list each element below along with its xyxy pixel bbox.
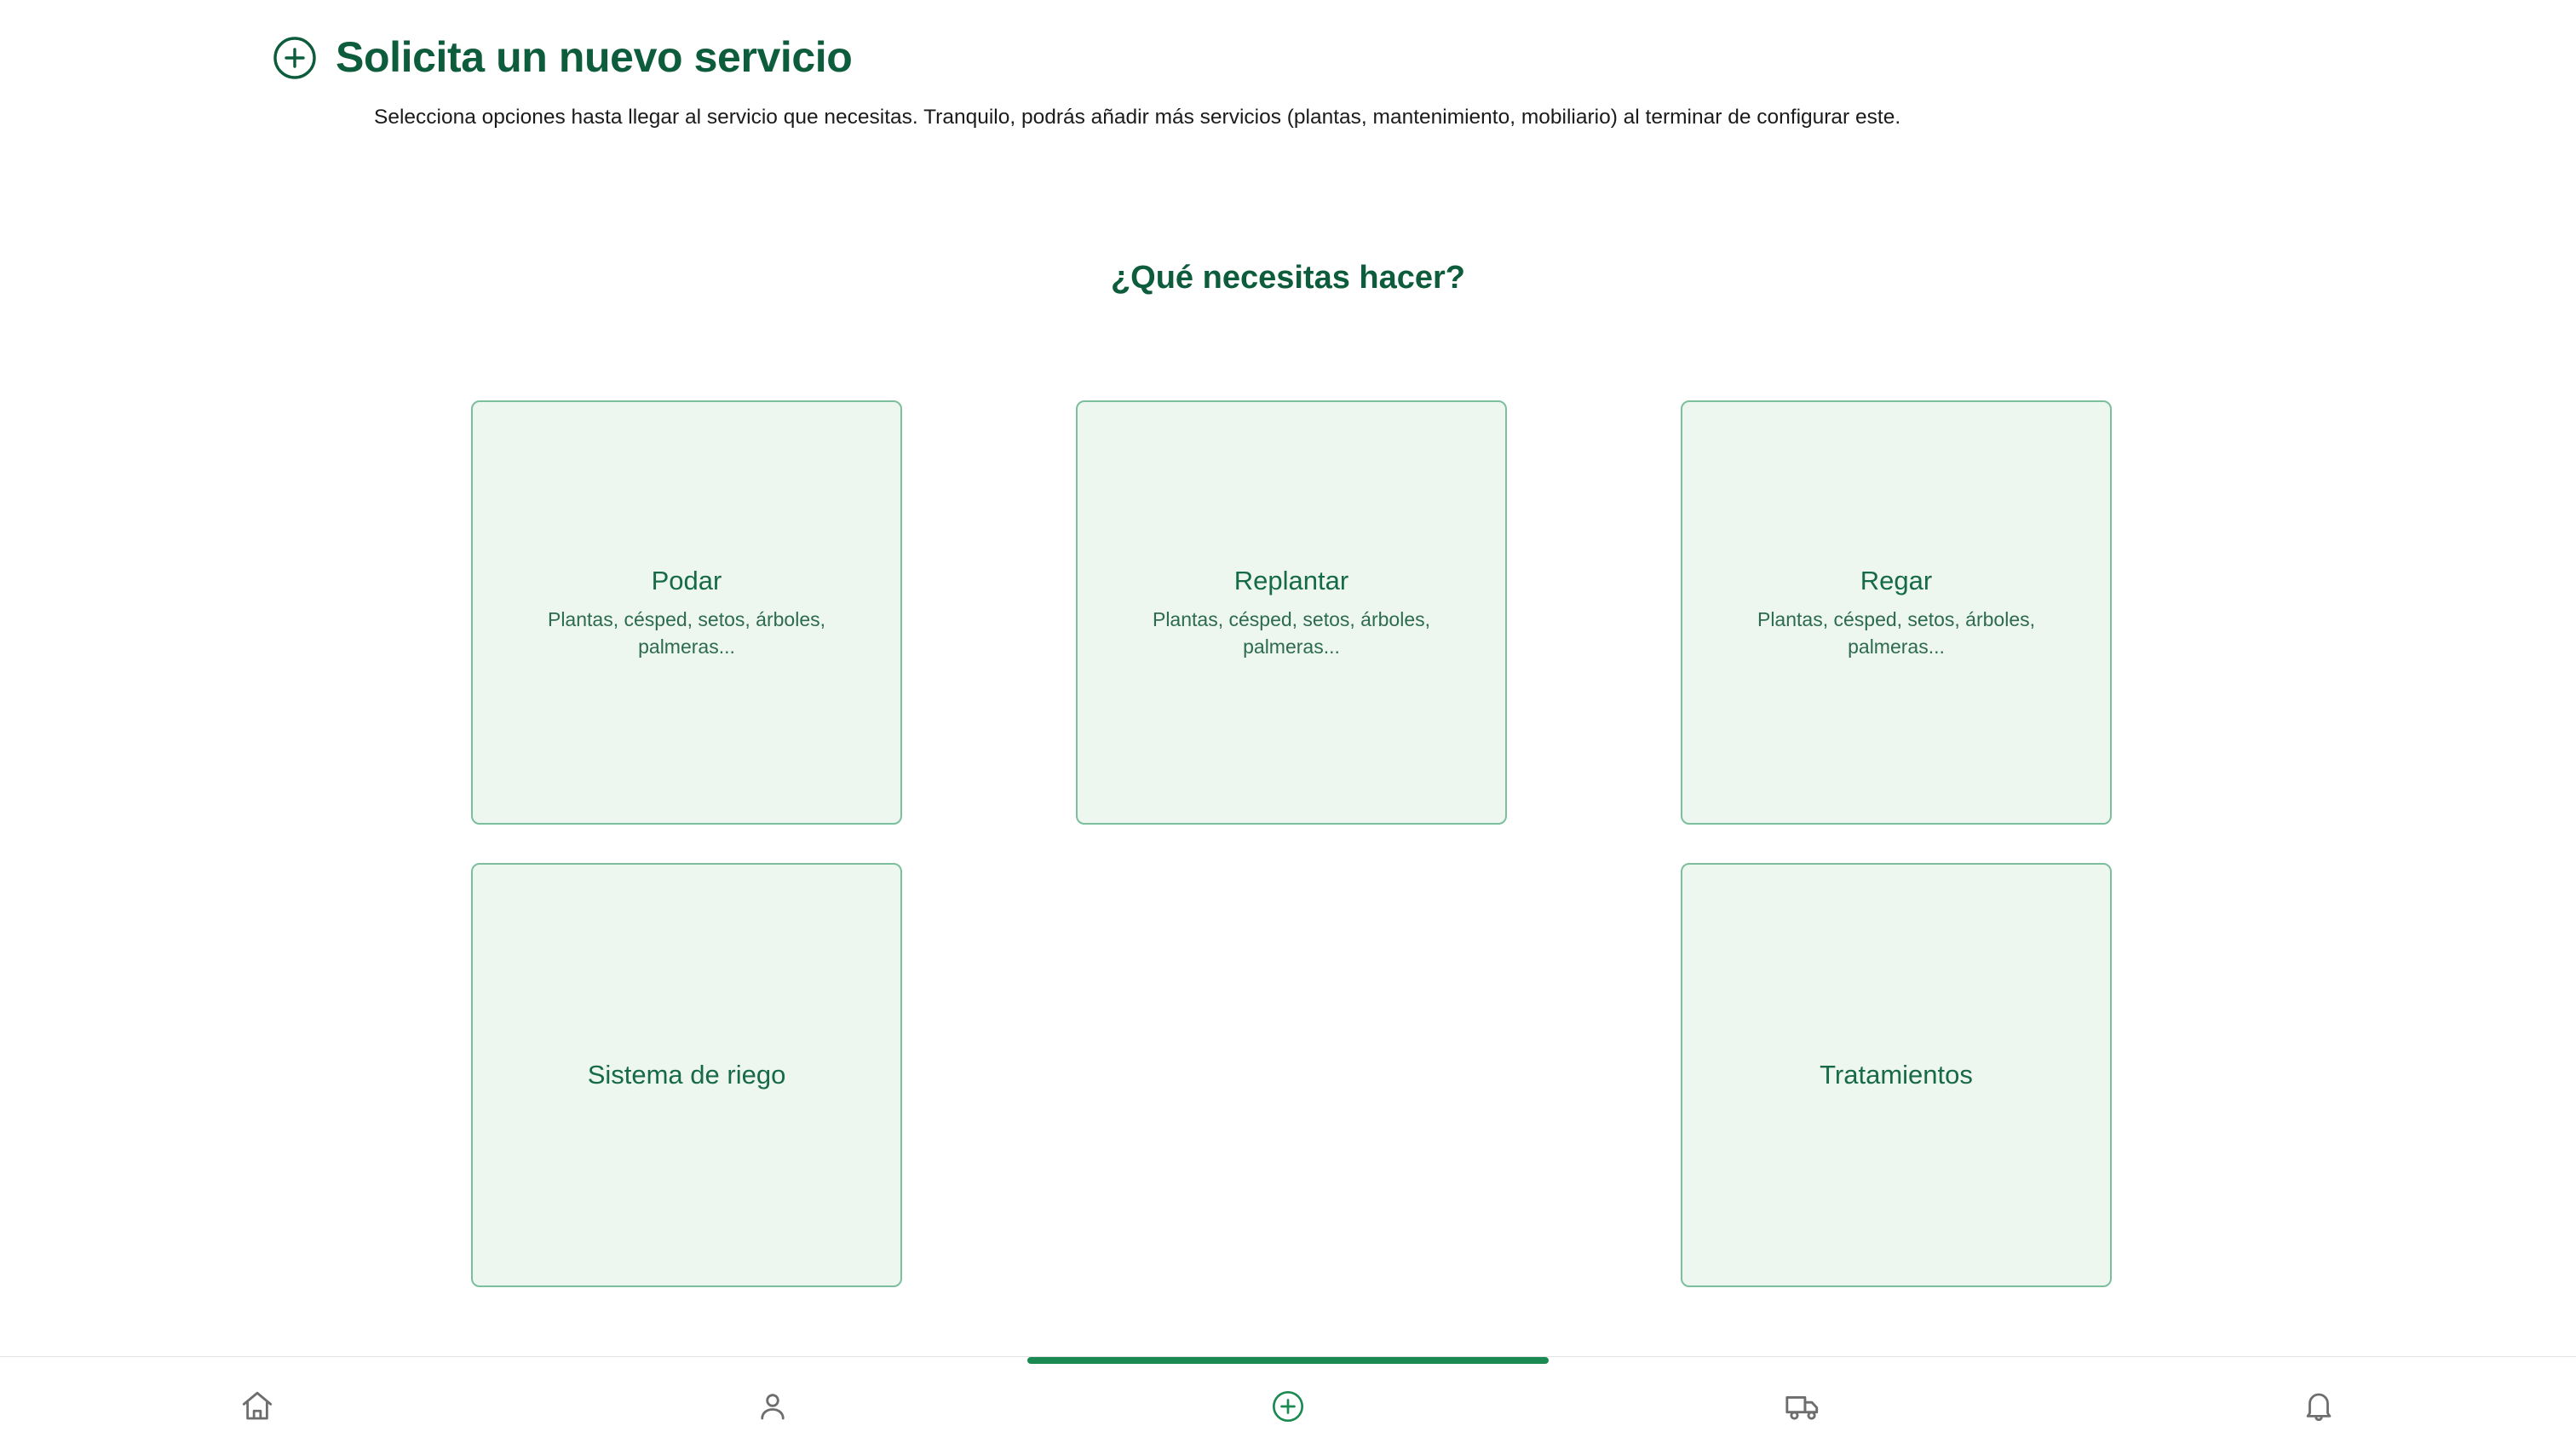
service-card-sistema-de-riego[interactable] bbox=[471, 863, 902, 1287]
card-description: Plantas, césped, setos, árboles, palmeras... bbox=[1757, 607, 2036, 658]
bottom-navigation-bar bbox=[0, 1356, 2576, 1455]
plus-circle-icon bbox=[273, 36, 317, 80]
card-title: Tratamientos bbox=[1820, 1060, 1973, 1090]
nav-item-profile[interactable] bbox=[713, 1357, 832, 1455]
home-icon bbox=[239, 1389, 275, 1424]
header bbox=[273, 34, 2317, 133]
user-icon bbox=[755, 1389, 791, 1424]
nav-item-notifications[interactable] bbox=[2259, 1357, 2378, 1455]
card-title: Replantar bbox=[1233, 565, 1349, 595]
card-description: Plantas, césped, setos, árboles, palmeras... bbox=[1152, 607, 1431, 658]
plus-circle-icon bbox=[1271, 1389, 1305, 1423]
page-title: Solicita un nuevo servicio bbox=[336, 33, 853, 81]
nav-item-deliveries[interactable] bbox=[1744, 1357, 1863, 1455]
service-card-replantar[interactable] bbox=[1076, 400, 1507, 825]
nav-item-home[interactable] bbox=[198, 1357, 317, 1455]
truck-icon bbox=[1784, 1387, 1823, 1426]
card-title: Podar bbox=[651, 565, 722, 595]
grid-empty-slot bbox=[1076, 863, 1507, 1287]
service-card-podar[interactable] bbox=[471, 400, 902, 825]
active-tab-indicator bbox=[1027, 1357, 1549, 1364]
service-card-regar[interactable] bbox=[1681, 400, 2112, 825]
card-title: Regar bbox=[1860, 565, 1933, 595]
card-title: Sistema de riego bbox=[587, 1060, 786, 1090]
service-options-grid bbox=[471, 400, 2107, 1287]
card-description: Plantas, césped, setos, árboles, palmeras... bbox=[547, 607, 826, 658]
page-subtitle: Selecciona opciones hasta llegar al servicio que necesitas. Tranquilo, podrás añadir más servicios (plantas, mantenimiento, mobiliario) al terminar de configurar este. bbox=[374, 106, 1901, 129]
nav-item-add-service[interactable] bbox=[1228, 1357, 1348, 1455]
page-title-row bbox=[273, 34, 2317, 81]
bell-icon bbox=[2301, 1389, 2337, 1424]
service-card-tratamientos[interactable] bbox=[1681, 863, 2112, 1287]
section-question: ¿Qué necesitas hacer? bbox=[1110, 260, 1466, 296]
